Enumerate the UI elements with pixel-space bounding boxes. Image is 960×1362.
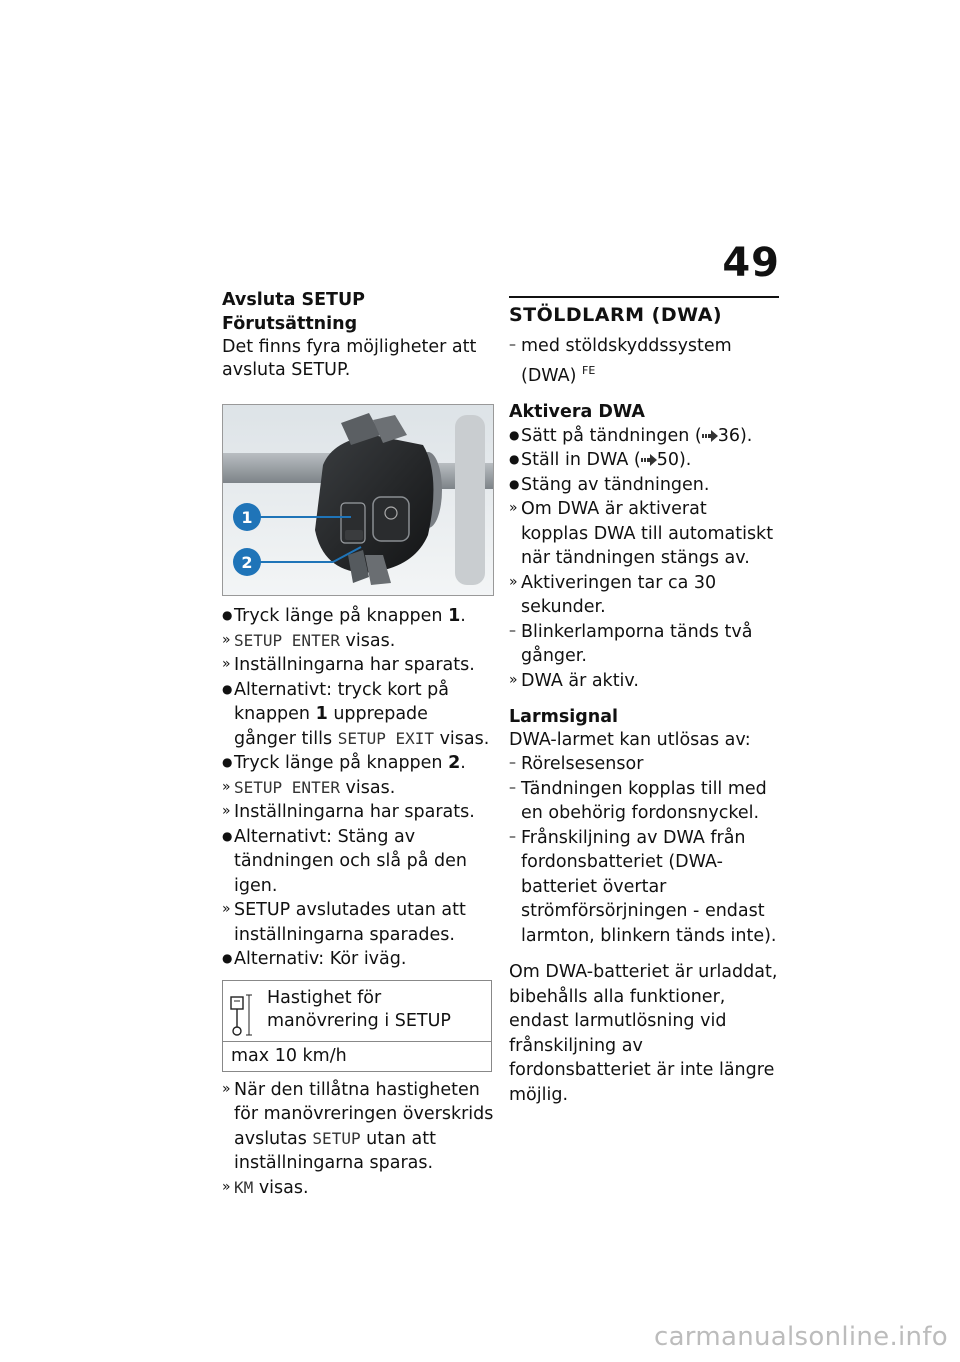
result-step: [222, 800, 494, 825]
step-text: visas.: [434, 728, 490, 749]
callout-2-label: 2: [241, 553, 253, 572]
activate-dwa-steps: [509, 424, 779, 694]
heading-prerequisite: Förutsättning: [222, 314, 358, 334]
step-text: Inställningarna har sparats.: [234, 655, 475, 675]
display-message: SETUP ENTER: [234, 630, 340, 650]
left-steps-list: [222, 604, 494, 972]
dash-marker: –: [509, 622, 516, 639]
step-text: När den tillåtna hastigheten för manövreringen överskrids avslutas: [234, 1079, 494, 1149]
result-marker: »: [222, 631, 231, 648]
step-text: Om DWA är aktiverat kopplas DWA till automatiskt när tändningen stängs av.: [521, 499, 774, 569]
bullet-marker: ●: [509, 452, 520, 467]
result-marker: »: [509, 573, 518, 590]
step-text: visas.: [253, 1177, 309, 1198]
result-marker: »: [222, 901, 231, 917]
result-step: [222, 776, 494, 801]
spec-box: [222, 980, 492, 1072]
display-message: SETUP EXIT: [337, 728, 435, 748]
instruction-step: [222, 947, 494, 972]
instruction-step: [509, 448, 779, 473]
step-text: 36).: [717, 425, 753, 446]
result-step: [509, 497, 779, 571]
dash-item: [509, 826, 779, 949]
step-text: Alternativt: tryck kort på knappen: [234, 679, 449, 724]
step-text: SETUP avslutades utan att inställningarna sparades.: [234, 900, 466, 945]
alarm-intro: DWA-larmet kan utlösas av:: [509, 730, 751, 751]
step-text: Aktiveringen tar ca 30 sekunder.: [521, 572, 717, 618]
left-steps-after-list: [222, 1078, 494, 1201]
heading-activate-dwa: Aktivera DWA: [509, 401, 645, 422]
step-text: Stäng av tändningen.: [521, 474, 710, 495]
result-step: [509, 669, 779, 694]
alarm-trigger-list: [509, 752, 779, 948]
result-marker: »: [222, 803, 231, 819]
step-text: Ställ in DWA (: [521, 450, 641, 471]
step-text: Tändningen kopplas till med en obehörig fordonsnyckel.: [521, 778, 767, 824]
display-message: SETUP ENTER: [234, 777, 340, 797]
bullet-marker: ●: [222, 951, 233, 965]
step-text: Frånskiljning av DWA från fordonsbatteriet (DWA-batteriet övertar strömförsörjningen - endast larmton, blinkern tänds inte).: [521, 827, 777, 946]
bullet-marker: ●: [222, 608, 233, 622]
step-text: 1: [448, 606, 461, 626]
result-marker: »: [222, 1080, 231, 1097]
instruction-step: [222, 678, 494, 752]
step-text: Rörelsesensor: [521, 754, 644, 775]
step-text: Tryck länge på knappen: [234, 606, 449, 626]
handlebar-switch-illustration: [223, 405, 493, 595]
dash-marker: –: [509, 779, 516, 796]
prerequisite-text: Det finns fyra möjligheter att avsluta SETUP.: [222, 337, 477, 380]
right-column: [509, 288, 779, 1107]
page-number: 49: [722, 240, 780, 286]
step-text: DWA är aktiv.: [521, 670, 639, 691]
spec-title: Hastighet för manövrering i SETUP: [267, 987, 451, 1031]
step-text: med stöldskyddssystem (DWA): [521, 336, 732, 386]
step-text: utan att inställningarna sparas.: [234, 1128, 436, 1173]
dash-item: [509, 620, 779, 669]
step-text: .: [460, 606, 466, 626]
bullet-marker: ●: [509, 427, 520, 442]
heading-end-setup: Avsluta SETUP: [222, 290, 365, 310]
result-marker: »: [222, 778, 231, 795]
handlebar-switch-figure: [222, 404, 494, 596]
step-text: upprepade gånger tills: [234, 704, 428, 749]
step-text: Inställningarna har sparats.: [234, 802, 475, 822]
step-text: Sätt på tändningen (: [521, 425, 702, 446]
step-text: Blinkerlamporna tänds två gånger.: [521, 621, 753, 667]
result-step: [509, 571, 779, 620]
instruction-step: [509, 473, 779, 498]
result-marker: »: [509, 500, 518, 517]
dash-item: [509, 334, 779, 388]
dash-marker: –: [509, 828, 516, 845]
callout-1-label: 1: [241, 508, 253, 527]
step-text: visas.: [339, 777, 396, 798]
spec-value: max 10 km/h: [231, 1045, 347, 1066]
closing-paragraph: Om DWA-batteriet är urladdat, bibehålls alla funktioner, endast larmutlösning vid frånskiljning av fordonsbatteriet är inte längre möjlig.: [509, 962, 778, 1105]
step-text: 2: [448, 753, 461, 773]
instruction-step: [222, 825, 494, 899]
dash-item: [509, 752, 779, 777]
step-text: Alternativ: Kör iväg.: [234, 949, 407, 969]
dwa-intro-list: [509, 334, 779, 388]
instruction-step: [222, 604, 494, 629]
dash-marker: –: [509, 337, 516, 353]
instruction-step: [222, 751, 494, 776]
left-column: [222, 288, 494, 1200]
instruction-step: [509, 424, 779, 449]
bullet-marker: ●: [222, 755, 233, 769]
step-text: Alternativt: Stäng av tändningen och slå på den igen.: [234, 826, 467, 896]
bullet-marker: ●: [509, 476, 520, 491]
watermark: carmanualsonline.info: [653, 1322, 948, 1352]
page-reference-arrow-icon: [641, 454, 657, 466]
dash-marker: –: [509, 755, 516, 772]
heading-alarm-signal: Larmsignal: [509, 707, 619, 728]
page-reference-arrow-icon: [702, 430, 718, 442]
result-marker: »: [509, 671, 518, 688]
step-text: visas.: [339, 630, 396, 651]
dash-item: [509, 777, 779, 826]
speedometer-limit-icon: [229, 991, 253, 1037]
step-text: 50).: [656, 450, 692, 471]
result-marker: »: [222, 1178, 231, 1195]
section-title-dwa: STÖLDLARM (DWA): [509, 296, 779, 328]
result-step: [222, 898, 494, 947]
step-text: .: [460, 753, 466, 773]
result-marker: »: [222, 656, 231, 672]
result-step: [222, 629, 494, 654]
equipment-code: FE: [582, 363, 596, 377]
display-message: KM: [234, 1177, 254, 1197]
result-step: [222, 653, 494, 678]
display-message: SETUP: [312, 1128, 361, 1148]
bullet-marker: ●: [222, 828, 233, 843]
bullet-marker: ●: [222, 681, 233, 696]
step-text: 1: [315, 704, 328, 724]
result-step: [222, 1078, 494, 1176]
step-text: Tryck länge på knappen: [234, 753, 449, 773]
result-step: [222, 1176, 494, 1201]
